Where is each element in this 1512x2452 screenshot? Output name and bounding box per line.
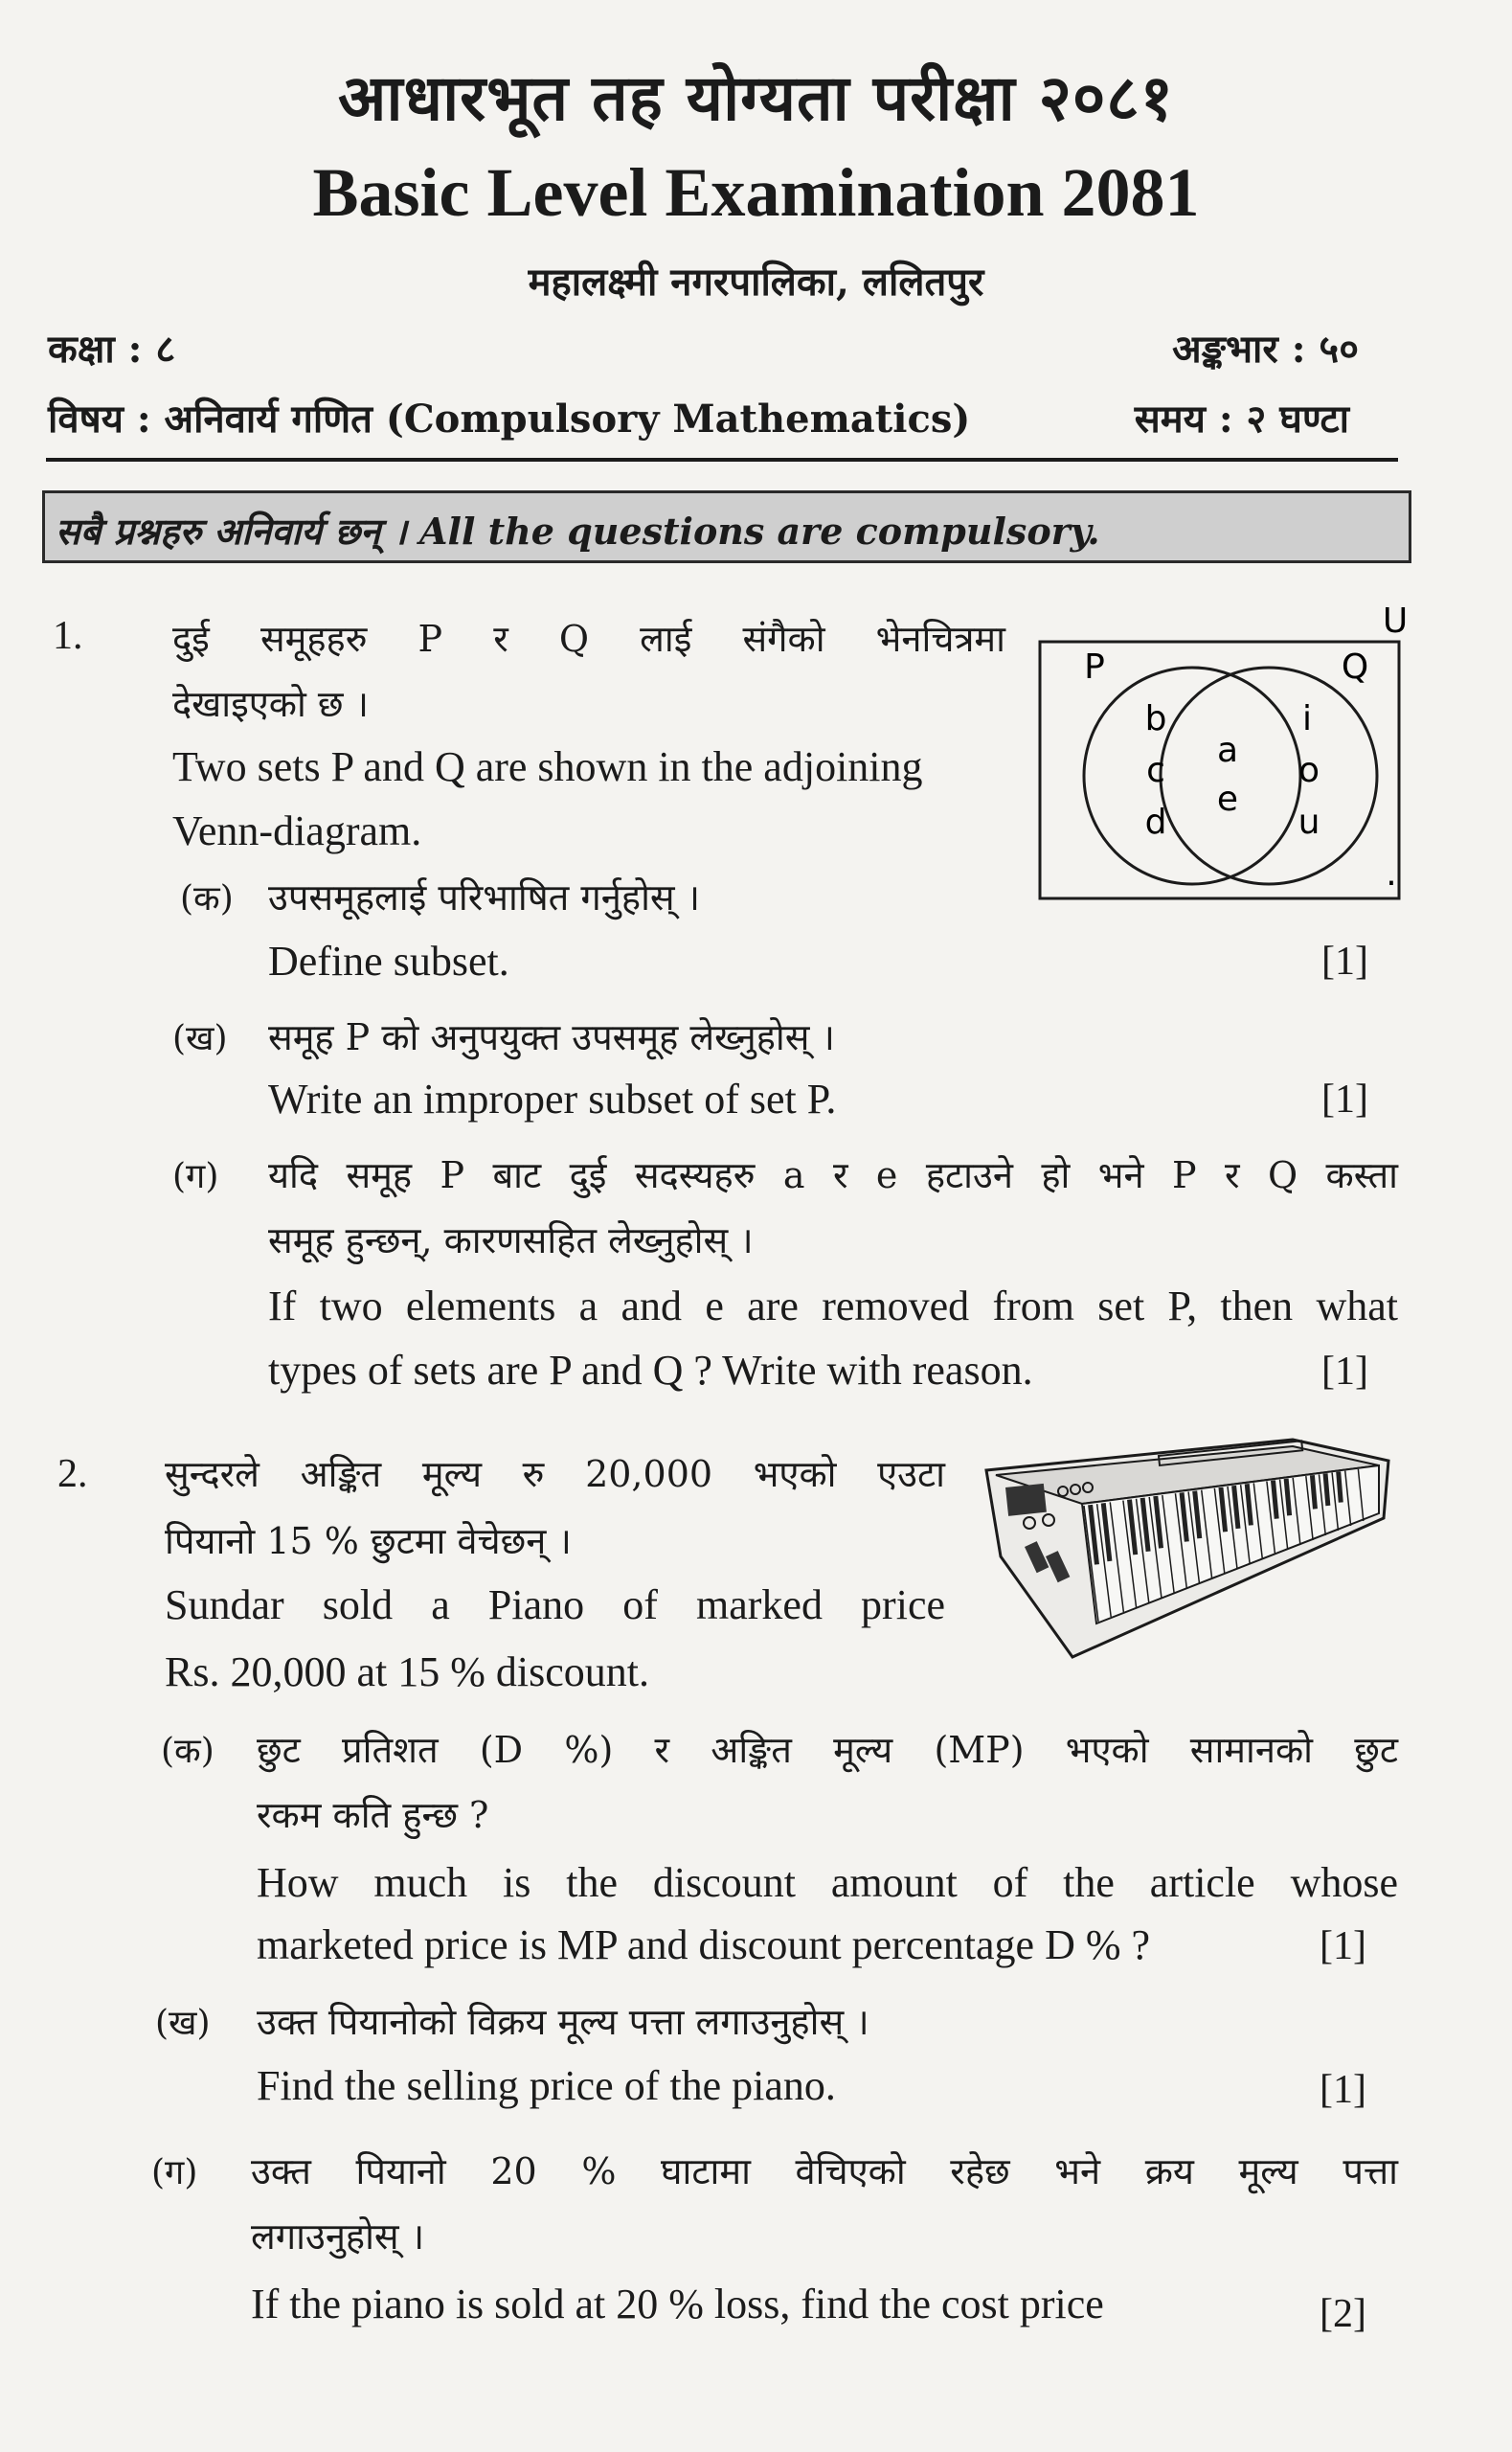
header-divider <box>46 458 1398 462</box>
question-2c-marks: [2] <box>1320 2292 1366 2336</box>
question-1c-np-line-2: समूह हुन्छन्, कारणसहित लेख्नुहोस् । <box>268 1219 754 1261</box>
piano-black-key <box>1312 1475 1315 1509</box>
question-2b-en: Find the selling price of the piano. <box>257 2062 836 2109</box>
venn-element: d <box>1144 803 1167 842</box>
set-p-label: P <box>1084 647 1105 687</box>
exam-title-english: Basic Level Examination 2081 <box>312 154 1200 231</box>
part-label: (क) <box>161 1732 214 1771</box>
question-2b-np: उक्त पियानोको विक्रय मूल्य पत्ता लगाउनुहोस् । <box>257 2001 869 2043</box>
part-label: (ग) <box>151 2153 198 2192</box>
question-2a-en-line-1: How much is the discount amount of the article whose <box>257 1859 1398 1906</box>
set-q-label: Q <box>1341 647 1369 687</box>
piano-black-key <box>1286 1479 1289 1515</box>
question-1c-np-line-1: यदि समूह P बाट दुई सदस्यहरु a र e हटाउने हो भने P र Q कस्ता <box>268 1154 1398 1196</box>
question-2-stem-en-line-2: Rs. 20,000 at 15 % discount. <box>165 1648 649 1695</box>
question-1c-en-line-2: types of sets are P and Q ? Write with reason. <box>268 1347 1033 1394</box>
question-1b-en: Write an improper subset of set P. <box>268 1076 837 1123</box>
venn-element: e <box>1216 780 1239 819</box>
part-label: (ग) <box>172 1157 219 1196</box>
question-2c-np-line-1: उक्त पियानो 20 % घाटामा वेचिएको रहेछ भने क्रय मूल्य पत्ता <box>251 2150 1398 2192</box>
question-2a-np-line-2: रकम कति हुन्छ ? <box>257 1794 489 1836</box>
question-1-stem-np-line-1: दुई समूहहरु P र Q लाई संगैको भेनचित्रमा <box>172 618 1005 660</box>
question-2a-marks: [1] <box>1320 1924 1366 1968</box>
piano-black-key <box>1339 1472 1342 1503</box>
universal-set-label: U <box>1382 602 1409 641</box>
question-1b-np: समूह P को अनुपयुक्त उपसमूह लेख्नुहोस् । <box>268 1016 835 1058</box>
question-2a-np-line-1: छुट प्रतिशत (D %) र अङ्कित मूल्य (MP) भएको सामानको छुट <box>257 1729 1398 1771</box>
venn-element: b <box>1144 699 1167 738</box>
question-1c-marks: [1] <box>1321 1350 1368 1394</box>
class-label: कक्षा : ८ <box>48 327 176 372</box>
question-2-stem-np-line-1: सुन्दरले अङ्कित मूल्य रु 20,000 भएको एउटा <box>165 1453 945 1495</box>
question-1c-en-line-1: If two elements a and e are removed from set P, then what <box>268 1283 1398 1329</box>
question-1-stem-en-line-2: Venn-diagram. <box>172 807 422 854</box>
question-1b-marks: [1] <box>1321 1078 1368 1122</box>
venn-element: i <box>1301 699 1313 738</box>
venn-element: o <box>1298 751 1320 790</box>
question-2c-en-line-1: If the piano is sold at 20 % loss, find the cost price <box>251 2281 1104 2327</box>
part-label: (ख) <box>172 1019 228 1058</box>
question-2b-marks: [1] <box>1320 2068 1366 2112</box>
venn-element: c <box>1146 751 1165 790</box>
question-1-stem-np-line-2: देखाइएको छ । <box>172 683 370 725</box>
question-1a-np: उपसमूहलाई परिभाषित गर्नुहोस् । <box>268 876 701 919</box>
exam-title-nepali: आधारभूत तह योग्यता परीक्षा २०८१ <box>338 60 1174 135</box>
exam-time: समय : २ घण्टा <box>1134 397 1349 442</box>
piano-speaker <box>1005 1484 1047 1516</box>
part-label: (ख) <box>155 2004 211 2043</box>
venn-element: a <box>1216 731 1239 770</box>
venn-element: u <box>1298 803 1320 842</box>
question-1-number: 1. <box>53 614 83 658</box>
question-2-number: 2. <box>57 1452 88 1496</box>
question-1-stem-en-line-1: Two sets P and Q are shown in the adjoining <box>172 743 923 790</box>
question-2a-en-line-2: marketed price is MP and discount percentage D % ? <box>257 1921 1151 1968</box>
subject-label: विषय : अनिवार्य गणित (Compulsory Mathematics) <box>48 397 971 442</box>
question-1a-en: Define subset. <box>268 938 509 985</box>
question-1a-marks: [1] <box>1321 940 1368 984</box>
venn-outside-element: . <box>1386 854 1397 894</box>
instruction-text: सबै प्रश्नहरु अनिवार्य छन् । All the questions are compulsory. <box>56 510 1100 553</box>
question-2-stem-np-line-2: पियानो 15 % छुटमा वेचेछन् । <box>165 1520 572 1562</box>
full-marks: अङ्कभार : ५० <box>1172 327 1359 372</box>
question-2c-np-line-2: लगाउनुहोस् । <box>251 2215 425 2258</box>
venn-diagram <box>1029 594 1412 910</box>
municipality-name: महालक्ष्मी नगरपालिका, ललितपुर <box>528 260 984 305</box>
piano-black-key <box>1325 1473 1328 1506</box>
part-label: (क) <box>180 879 234 919</box>
question-2-stem-en-line-1: Sundar sold a Piano of marked price <box>165 1581 945 1628</box>
piano-illustration <box>977 1432 1398 1671</box>
